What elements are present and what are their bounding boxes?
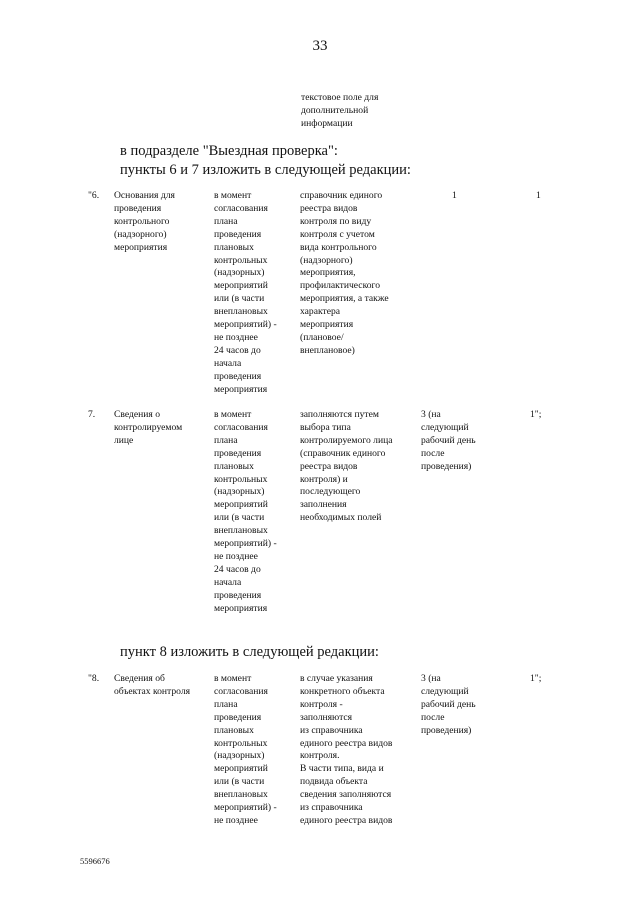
heading-point8: пункт 8 изложить в следующей редакции: <box>120 644 379 660</box>
row-col5: 3 (на следующий рабочий день после проведения) <box>421 673 476 736</box>
row-timing: в момент согласования плана проведения плановых контрольных (надзорных) мероприятий или (в части внеплановых мероприятий) - не позднее 24 часов до начала проведения мероприятия <box>214 190 277 395</box>
row-col6: 1"; <box>530 673 542 684</box>
top-cell-text: текстовое поле для дополнительной информации <box>301 92 379 129</box>
row-name: Сведения о контролируемом лице <box>114 409 183 446</box>
row-col5: 1 <box>452 190 457 201</box>
row-source: заполняются путем выбора типа контролируемого лица (справочник единого реестра видов контроля) и последующего заполнения необходимых полей <box>300 409 393 524</box>
row-number: "8. <box>88 673 100 684</box>
heading-subsection-line1: в подразделе "Выездная проверка": <box>120 143 338 159</box>
row-number: 7. <box>88 409 96 420</box>
row-number: "6. <box>88 190 100 201</box>
row-source: в случае указания конкретного объекта контроля - заполняются из справочника единого реестра видов контроля. В части типа, вида и подвида объекта сведения заполняются из справочника единого реестра видов <box>300 673 393 826</box>
heading-subsection-line2: пункты 6 и 7 изложить в следующей редакции: <box>120 162 411 178</box>
row-name: Основания для проведения контрольного (надзорного) мероприятия <box>114 190 175 253</box>
row-name: Сведения об объектах контроля <box>114 673 191 697</box>
row-timing: в момент согласования плана проведения плановых контрольных (надзорных) мероприятий или (в части внеплановых мероприятий) - не позднее <box>214 673 277 826</box>
row-col6: 1"; <box>530 409 542 420</box>
row-source: справочник единого реестра видов контроля по виду контроля с учетом вида контрольного (надзорного) мероприятия, профилактического мероприятия, а также характера мероприятия (плановое/ внеплановое) <box>300 190 389 356</box>
row-col6: 1 <box>536 190 541 201</box>
row-col5: 3 (на следующий рабочий день после проведения) <box>421 409 476 472</box>
footer-document-code: 5596676 <box>80 856 110 866</box>
row-timing: в момент согласования плана проведения плановых контрольных (надзорных) мероприятий или (в части внеплановых мероприятий) - не позднее 24 часов до начала проведения мероприятия <box>214 409 277 614</box>
page-number: 33 <box>312 38 328 54</box>
